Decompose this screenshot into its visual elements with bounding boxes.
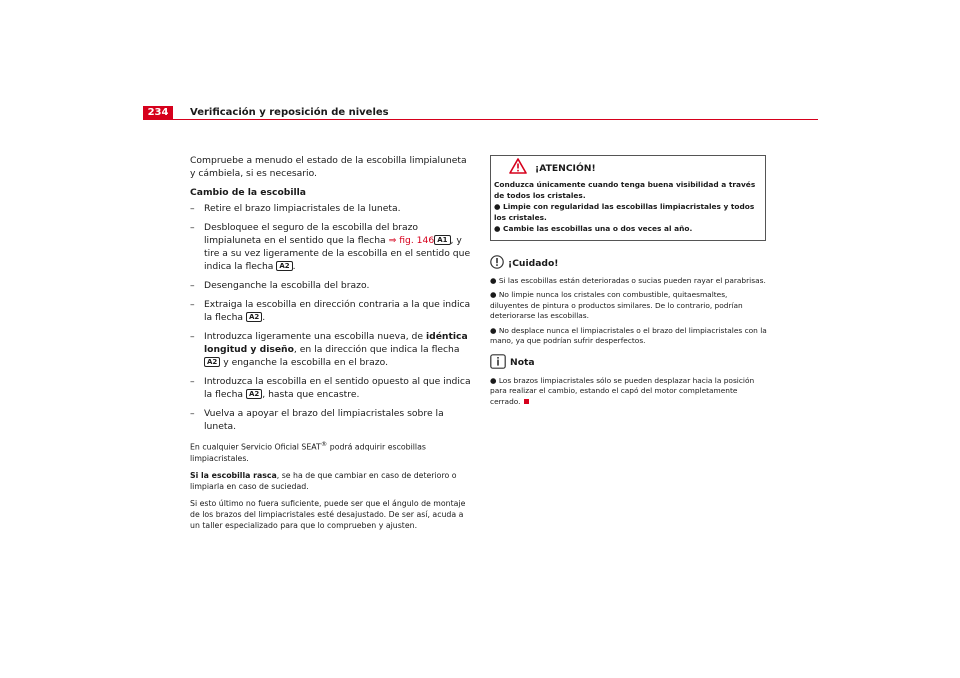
header-rule: [143, 119, 818, 120]
main-column: [190, 154, 472, 537]
warning-triangle-icon: [509, 158, 527, 178]
bullet-icon: ●: [494, 202, 501, 211]
figure-link[interactable]: ⇒ fig. 146: [388, 235, 435, 246]
step-item: – Vuelva a apoyar el brazo del limpiacristales sobre la luneta.: [190, 408, 444, 432]
warning-header: [491, 156, 765, 180]
step-item: – Extraiga la escobilla en dirección contraria a la que indica la flecha A2 .: [190, 299, 471, 323]
info-paragraph: Si la escobilla rasca, se ha de que cambiar en caso de deterioro o limpiarla en caso de suciedad.: [190, 470, 457, 491]
intro-paragraph: Compruebe a menudo el estado de la escobilla limpialuneta y cámbiela, si es necesario.: [190, 155, 467, 179]
subheading: Cambio de la escobilla: [190, 187, 306, 198]
note-icon: [490, 354, 506, 373]
bullet-icon: ●: [490, 275, 497, 285]
info-paragraph: Si esto último no fuera suficiente, puede ser que el ángulo de montaje de los brazos del limpiacristales esté desajustado. De ser así, acuda a un taller especializado para que lo comprueben y ajusten.: [190, 498, 466, 530]
step-item: – Introduzca ligeramente una escobilla nueva, de idéntica longitud y diseño, en la dirección que indica la flecha A2 y enganche la escobilla en el brazo.: [190, 331, 468, 368]
caution-title: ¡Cuidado!: [508, 257, 559, 269]
caution-bullet: ● No limpie nunca los cristales con combustible, quitaesmaltes, diluyentes de pintura o productos similares. De lo contrario, podrían deteriorarse las escobillas.: [490, 290, 743, 320]
step-item: – Retire el brazo limpiacristales de la luneta.: [190, 203, 401, 214]
caution-header: [490, 255, 768, 273]
end-of-section-icon: [524, 399, 529, 404]
note-title: Nota: [510, 357, 535, 368]
callout-label: A2: [204, 357, 220, 367]
step-item: – Desbloquee el seguro de la escobilla del brazo limpialuneta en el sentido que la flecha ⇒ fig. 146 A1 , y tire a su vez ligeramente de la escobilla en el sentido que indica la flecha A2 .: [190, 222, 471, 272]
caution-section: [490, 255, 768, 351]
warning-body: [491, 180, 765, 235]
page-number: 234: [143, 106, 173, 120]
section-title: Verificación y reposición de niveles: [190, 107, 389, 118]
callout-label: A2: [276, 261, 292, 271]
bullet-icon: ●: [490, 325, 497, 335]
step-item: – Desenganche la escobilla del brazo.: [190, 280, 370, 291]
note-header: [490, 354, 768, 373]
warning-bullet: ● Cambie las escobillas una o dos veces al año.: [494, 224, 693, 233]
info-paragraph: En cualquier Servicio Oficial SEAT® podrá adquirir escobillas limpiacristales.: [190, 440, 426, 463]
note-bullet: ● Los brazos limpiacristales sólo se pueden desplazar hacia la posición para realizar el cambio, estando el capó del motor completamente cerrado.: [490, 375, 755, 406]
warning-intro: Conduzca únicamente cuando tenga buena visibilidad a través de todos los cristales.: [494, 180, 756, 200]
caution-bullet: ● Si las escobillas están deterioradas o sucias pueden rayar el parabrisas.: [490, 275, 766, 285]
bullet-icon: ●: [490, 290, 497, 299]
warning-bullet: ● Limpie con regularidad las escobillas limpiacristales y todos los cristales.: [494, 202, 755, 222]
callout-label: A2: [246, 312, 262, 322]
caution-bullet: ● No desplace nunca el limpiacristales o el brazo del limpiacristales con la mano, ya que podrían sufrir desperfectos.: [490, 325, 767, 345]
step-item: – Introduzca la escobilla en el sentido opuesto al que indica la flecha A2 , hasta que encastre.: [190, 376, 471, 400]
bullet-icon: ●: [494, 224, 501, 233]
warning-box: [490, 155, 766, 241]
exclamation-icon: [490, 255, 504, 273]
callout-label: A1: [434, 235, 450, 245]
bullet-icon: ●: [490, 375, 497, 385]
warning-title: ¡ATENCIÓN!: [535, 162, 596, 174]
callout-label: A2: [246, 389, 262, 399]
note-section: [490, 354, 768, 411]
